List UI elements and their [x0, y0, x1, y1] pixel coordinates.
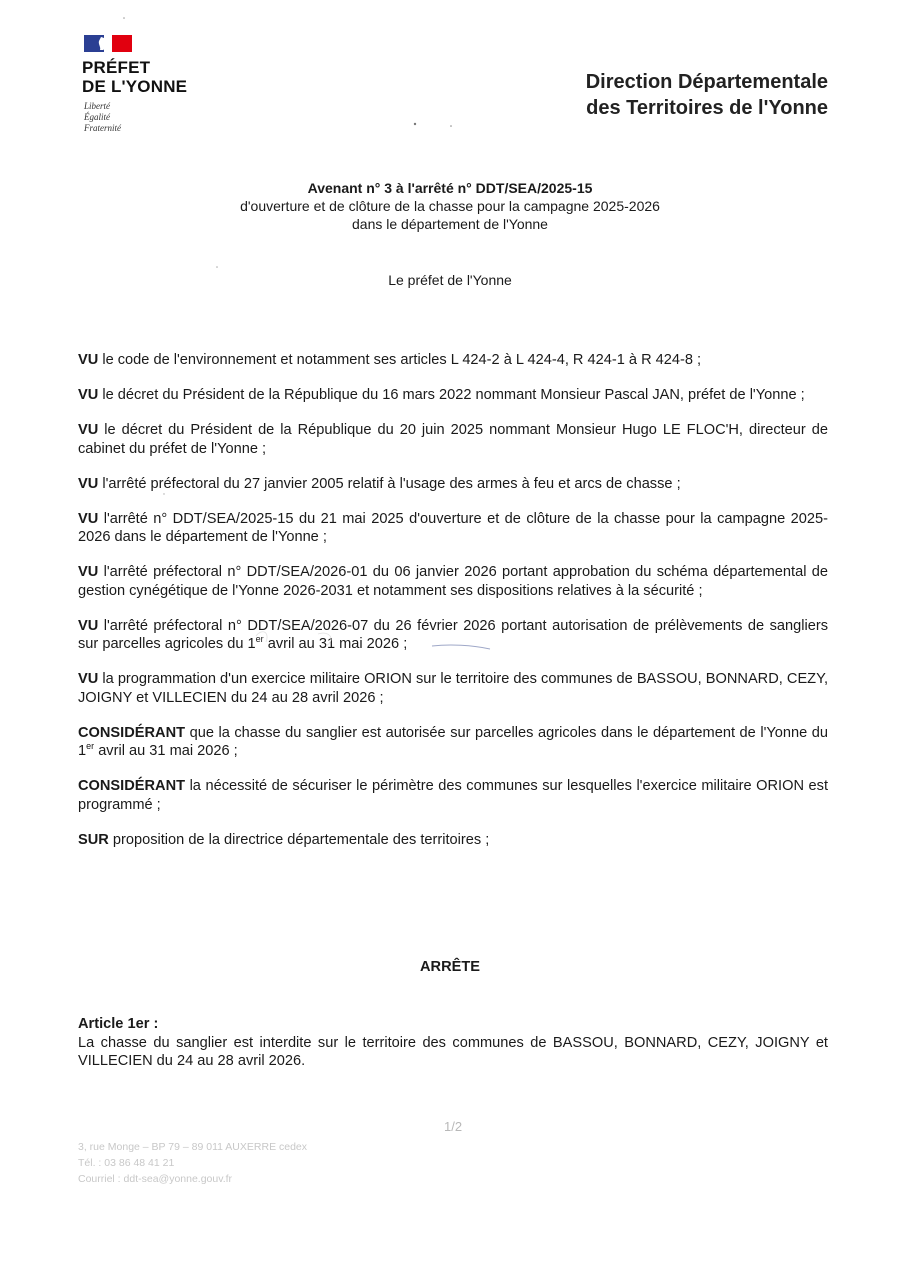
visa-paragraph	[78, 386, 828, 405]
footer-email: Courriel : ddt-sea@yonne.gouv.fr	[78, 1173, 233, 1185]
visa-text: la programmation d'un exercice militaire ORION sur le territoire des communes de BASSOU, BONNARD, CEZY, JOIGNY et VILLECIEN du 24 au 28 avril 2026 ;	[78, 671, 828, 706]
visa-lead: VU	[78, 617, 99, 634]
sur-text: proposition de la directrice départementale des territoires ;	[108, 831, 490, 848]
considerant-text: la nécessité de sécuriser le périmètre des communes sur lesquelles l'exercice militaire ORION est programmé ;	[78, 778, 828, 813]
document-title	[0, 179, 900, 233]
direction-line2: des Territoires de l'Yonne	[586, 97, 828, 119]
article-1	[78, 1015, 828, 1071]
footer-contact	[78, 1139, 307, 1187]
page-number: 1/2	[444, 1119, 463, 1134]
title-line1: Avenant n° 3 à l'arrêté n° DDT/SEA/2025-15	[307, 180, 593, 196]
marianne-flag-logo	[84, 35, 132, 52]
republic-motto	[84, 101, 121, 134]
visa-paragraph	[78, 563, 828, 600]
visa-lead: VU	[78, 387, 99, 403]
visa-text: avril au 31 mai 2026 ;	[263, 636, 408, 652]
considerant-text: avril au 31 mai 2026 ;	[94, 743, 238, 759]
visa-paragraph	[78, 617, 828, 654]
title-line2: d'ouverture et de clôture de la chasse pour la campagne 2025-2026	[240, 198, 660, 214]
direction-heading	[586, 69, 828, 121]
title-line3: dans le département de l'Yonne	[352, 216, 548, 232]
visa-paragraph	[78, 475, 828, 494]
visa-paragraph	[78, 510, 828, 547]
visa-text: le code de l'environnement et notamment ses articles L 424-2 à L 424-4, R 424-1 à R 424-8 ;	[98, 352, 702, 368]
visa-lead: VU	[78, 671, 99, 687]
visa-text: l'arrêté préfectoral n° DDT/SEA/2026-07 du 26 février 2026 portant autorisation de prélèvements de sangliers sur parcelles agricoles du 1	[78, 617, 828, 652]
visa-text: l'arrêté préfectoral n° DDT/SEA/2026-01 du 06 janvier 2026 portant approbation du schéma départemental de gestion cynégétique de l'Yonne 2026-2031 et notamment ses dispositions relatives à la sécurité ;	[78, 564, 828, 599]
article-1-text: La chasse du sanglier est interdite sur le territoire des communes de BASSOU, BONNARD, CEZY, JOIGNY et VILLECIEN du 24 au 28 avril 2026.	[78, 1034, 828, 1069]
scan-speck	[123, 17, 125, 19]
considerant-paragraph	[78, 777, 828, 814]
flag-red-band	[112, 35, 132, 52]
prefet-line1: PRÉFET	[82, 58, 151, 77]
footer-phone: Tél. : 03 86 48 41 21	[78, 1157, 175, 1169]
considerant-lead: CONSIDÉRANT	[78, 778, 186, 794]
visa-lead: VU	[78, 422, 99, 438]
visa-paragraph	[78, 421, 828, 458]
visa-lead: VU	[78, 475, 99, 492]
scan-speck	[450, 125, 452, 127]
motto-fraternite: Fraternité	[84, 123, 121, 133]
considerant-lead: CONSIDÉRANT	[78, 724, 186, 741]
visa-lead: VU	[78, 510, 99, 527]
motto-liberte: Liberté	[84, 101, 110, 111]
sur-lead: SUR	[78, 831, 109, 848]
prefet-declaration: Le préfet de l'Yonne	[388, 272, 512, 288]
article-1-title: Article 1er :	[78, 1016, 159, 1032]
visa-text: le décret du Président de la République du 20 juin 2025 nommant Monsieur Hugo LE FLOC'H, directeur de cabinet du préfet de l'Yonne ;	[78, 422, 828, 457]
visa-paragraph	[78, 670, 828, 707]
motto-egalite: Égalité	[84, 112, 110, 122]
visas-section	[78, 351, 828, 866]
footer-address: 3, rue Monge – BP 79 – 89 011 AUXERRE cedex	[78, 1141, 308, 1153]
sur-paragraph	[78, 831, 828, 850]
considerant-text: que la chasse du sanglier est autorisée sur parcelles agricoles dans le département de l'Yonne du 1	[78, 724, 828, 759]
prefet-wordmark	[82, 58, 187, 96]
scan-speck	[216, 266, 218, 268]
ordinal-superscript: er	[255, 634, 264, 645]
visa-text: le décret du Président de la République du 16 mars 2022 nommant Monsieur Pascal JAN, préfet de l'Yonne ;	[98, 387, 805, 403]
visa-text: l'arrêté n° DDT/SEA/2025-15 du 21 mai 2025 d'ouverture et de clôture de la chasse pour la campagne 2025-2026 dans le département de l'Yonne ;	[78, 510, 828, 545]
visa-lead: VU	[78, 564, 99, 580]
ordinal-superscript: er	[86, 741, 95, 752]
visa-text: l'arrêté préfectoral du 27 janvier 2005 relatif à l'usage des armes à feu et arcs de chasse ;	[98, 475, 681, 492]
direction-line1: Direction Départementale	[585, 71, 828, 93]
visa-paragraph	[78, 351, 828, 370]
scan-speck	[414, 123, 416, 125]
arrete-heading: ARRÊTE	[420, 959, 480, 975]
visa-lead: VU	[78, 352, 99, 368]
prefet-line2: DE L'YONNE	[82, 77, 188, 96]
considerant-paragraph	[78, 724, 828, 761]
